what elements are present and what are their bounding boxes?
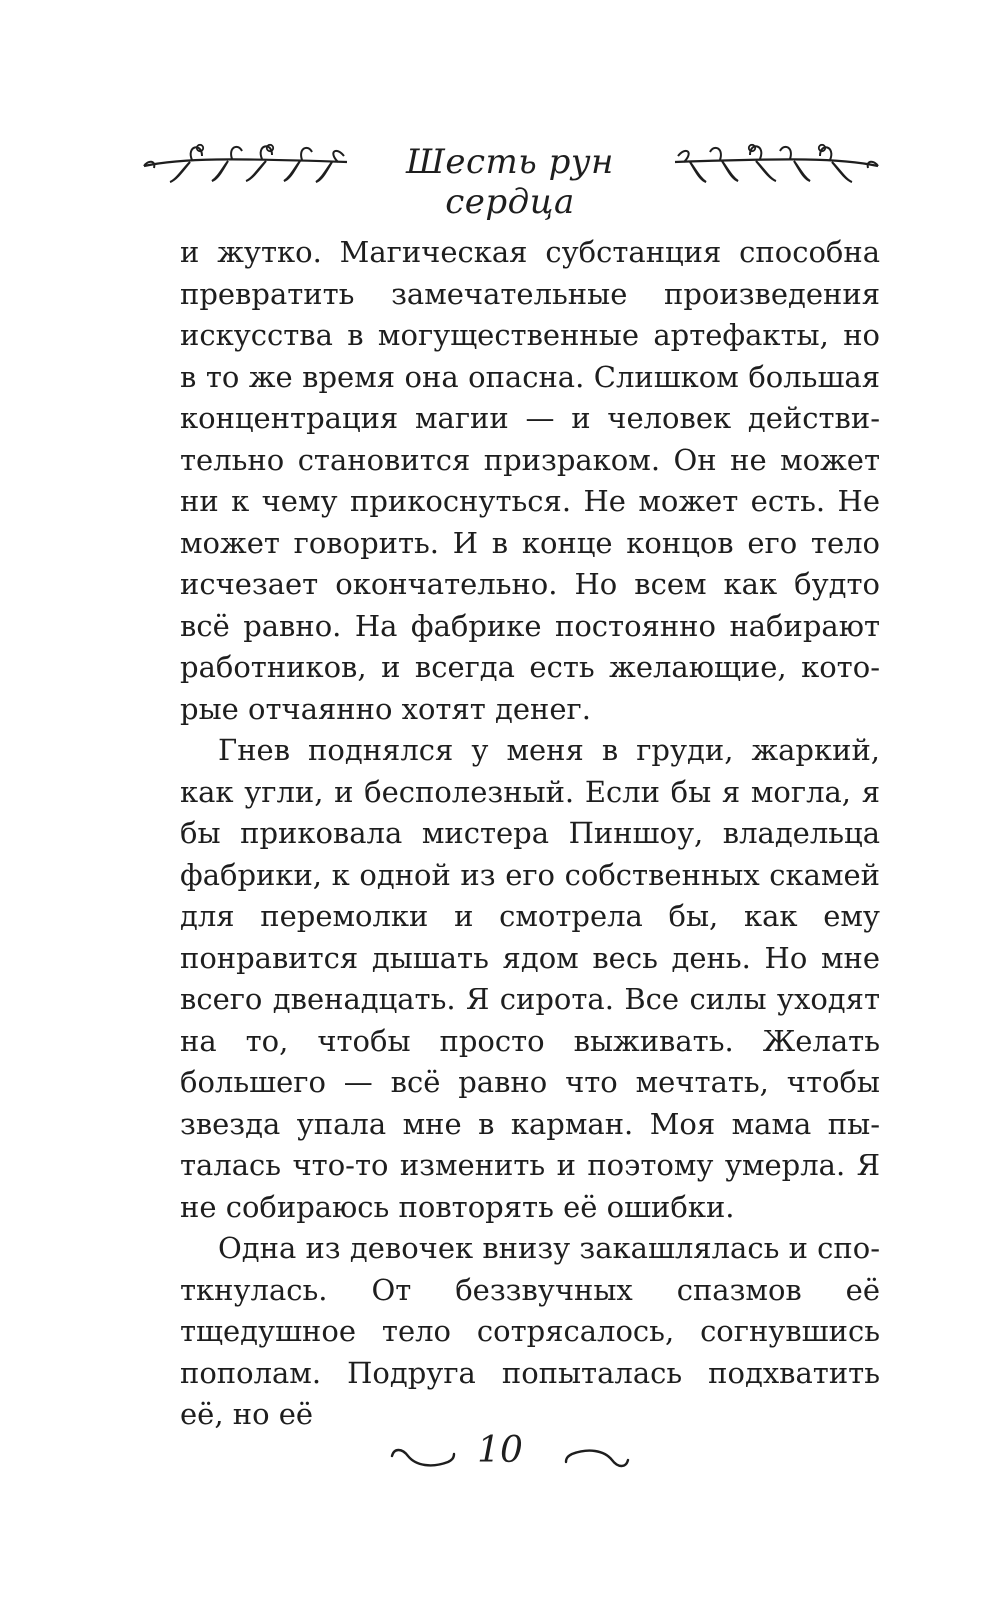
page-number: 10 <box>477 1430 523 1471</box>
vine-ornament-right-icon <box>670 138 880 198</box>
page-footer <box>0 1428 1000 1488</box>
swash-left-icon <box>388 1442 458 1472</box>
vine-ornament-left-icon <box>142 138 352 198</box>
paragraph: Гнев поднялся у меня в груди, жаркий, как угли, и бесполезный. Если бы я могла, я бы приковала мистера Пиншоу, владельца фабрики, к одной из его собственных скамей для перемолки и смотрела бы, как ему понравится дышать ядом весь день. Но мне всего двенадцать. Я сирота. Все силы уходят на то, чтобы просто выживать. Желать большего — всё равно что мечтать, чтобы звезда упала мне в карман. Моя мама пыталась что-то изменить и поэтому умерла. Я не собираюсь повторять её ошибки. <box>180 733 880 1224</box>
body-text <box>180 232 880 1436</box>
running-title: Шесть рун сердца <box>406 142 614 222</box>
running-header <box>0 138 1000 222</box>
swash-right-icon <box>562 1442 632 1472</box>
paragraph: и жутко. Магическая субстанция способна превратить замечательные произведения искусства в могущественные артефакты, но в то же время она опасна. Слишком большая концентрация магии — и человек действительно становится призраком. Он не может ни к чему прикоснуться. Не может есть. Не может говорить. И в конце концов его тело исчезает окончательно. Но всем как будто всё равно. На фабрике постоянно набирают работников, и всегда есть желающие, которые отчаянно хотят денег. <box>180 235 880 726</box>
paragraph: Одна из девочек внизу закашлялась и споткнулась. От беззвучных спазмов её тщедушное тело сотрясалось, согнувшись пополам. Подруга попыталась подхватить её, но её <box>180 1231 880 1431</box>
